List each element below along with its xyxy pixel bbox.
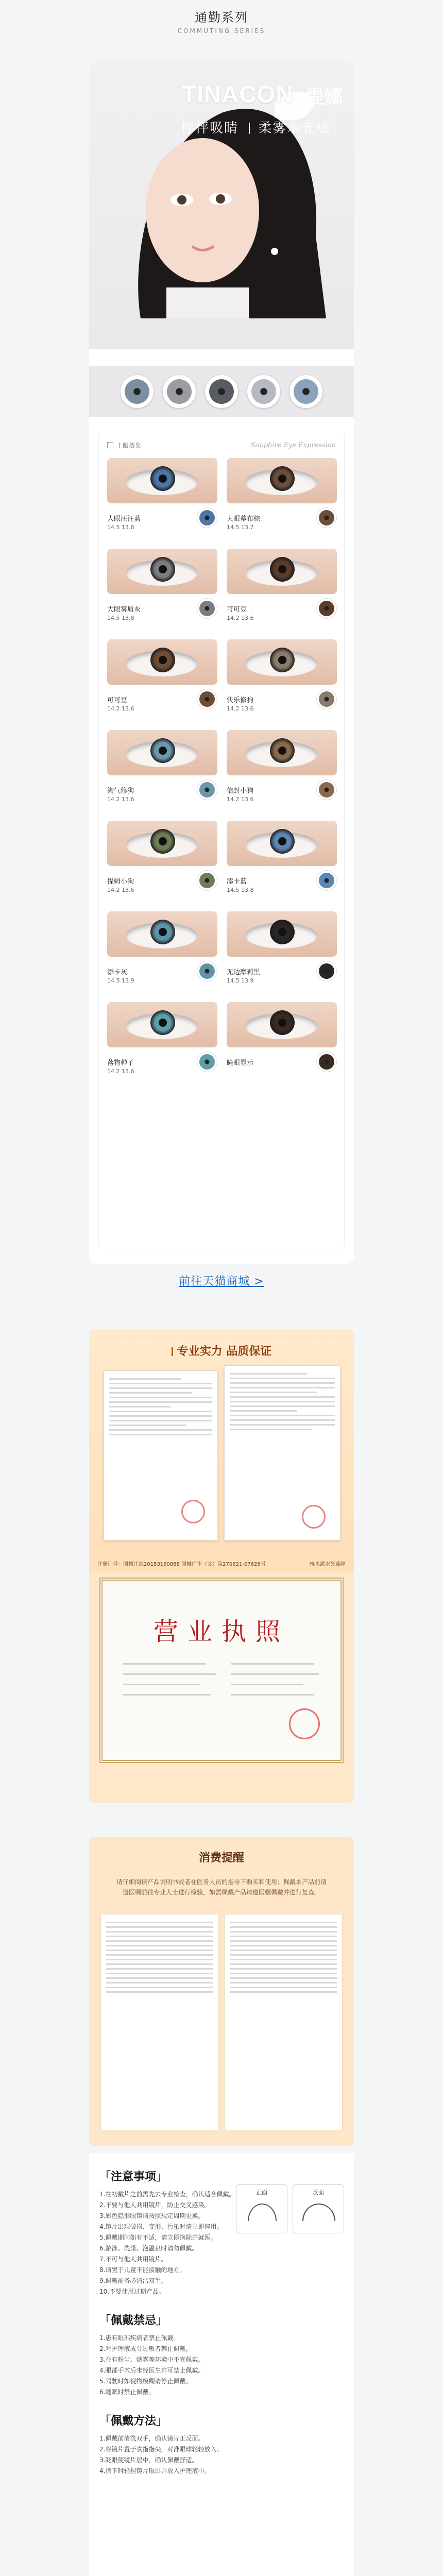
- note-line: 3.彩色隐形眼镜请按照规定周期更换。: [99, 2212, 205, 2219]
- lens-back-icon: [302, 2204, 335, 2221]
- certification-section: [89, 1329, 354, 1803]
- model-portrait: [120, 81, 326, 318]
- contraindications-list: [99, 2333, 344, 2398]
- cert-brand: 杭水派水光藤瞳: [310, 1562, 346, 1567]
- eye-photo: [227, 730, 337, 775]
- lens-spec: 14.2 13.6: [107, 1068, 134, 1075]
- license-title: 营业执照: [153, 1617, 289, 1646]
- lens-front-icon: [248, 2204, 277, 2221]
- lens-name: 大眼幕布棕: [227, 515, 261, 523]
- grid-header: [99, 432, 344, 458]
- note-line: 1.患有眼部疾病者禁止佩戴。: [99, 2334, 180, 2342]
- eye-effect-item: [107, 639, 217, 719]
- note-line: 8.请置于儿童不能接触的地方。: [99, 2266, 186, 2274]
- lens-swatch-icon: [316, 961, 337, 981]
- lens-spec: 14.2 13.6: [227, 705, 254, 712]
- eye-effect-item: [107, 911, 217, 991]
- cert-title: [89, 1343, 354, 1359]
- lens-swatch-icon: [167, 379, 192, 404]
- lens-swatch-icon: [197, 779, 217, 800]
- diagram-label-back: 反面: [313, 2189, 324, 2196]
- eye-photo: [227, 458, 337, 503]
- eye-effect-item: [227, 821, 337, 900]
- lens-swatch-icon: [316, 1052, 337, 1072]
- notes-heading-method: 「佩戴方法」: [99, 2415, 168, 2428]
- lens-front-diagram: [236, 2184, 287, 2233]
- red-seal-icon: [181, 1500, 205, 1523]
- hero-slogan: [181, 117, 331, 137]
- note-line: 3.眨眼使镜片居中，确认佩戴舒适。: [99, 2456, 198, 2464]
- lens-swatch-icon: [197, 1052, 217, 1072]
- lens-swatch: [289, 375, 322, 408]
- lens-spec: 14.5 13.9: [107, 977, 134, 984]
- product-card: [89, 61, 354, 1264]
- lens-swatch: [205, 375, 238, 408]
- eye-effect-item: [227, 911, 337, 991]
- note-line: 2.对护理液成分过敏者禁止佩戴。: [99, 2345, 192, 2352]
- grid-label-text: 上眼效果: [116, 442, 142, 449]
- lens-spec: 14.2 13.6: [227, 796, 254, 803]
- lens-name: 添卡灰: [107, 968, 128, 976]
- instruction-sheet-1: [100, 1914, 219, 2130]
- lens-spec: 14.5 13.9: [227, 977, 254, 984]
- note-line: 4.摘下时轻捏镜片取出并放入护理液中。: [99, 2467, 211, 2475]
- lens-name: 提姆小狗: [107, 877, 134, 886]
- eye-photo: [227, 911, 337, 957]
- eye-photo: [227, 1002, 337, 1047]
- lens-swatch-icon: [316, 598, 337, 619]
- lens-swatch-icon: [316, 689, 337, 709]
- eye-photo: [227, 821, 337, 866]
- business-license: [99, 1578, 344, 1763]
- cert-top: [89, 1329, 354, 1571]
- lens-spec: 14.5 13.8: [107, 524, 134, 531]
- lens-spec: 14.2 13.6: [107, 796, 134, 803]
- eye-effect-item: [227, 730, 337, 809]
- eye-effect-item: [227, 1002, 337, 1081]
- eye-photo: [107, 639, 217, 685]
- instruction-sheet-2: [224, 1914, 343, 2130]
- lens-swatch-icon: [251, 379, 276, 404]
- notes-heading-contraindications: 「佩戴禁忌」: [99, 2314, 168, 2327]
- note-line: 2.将镜片置于食指指尖，对准眼球轻轻放入。: [99, 2446, 223, 2453]
- red-seal-icon: [302, 1505, 326, 1529]
- eye-effect-item: [107, 821, 217, 900]
- lens-name: 可可豆: [227, 605, 247, 614]
- title-bar-icon: [172, 1347, 173, 1356]
- note-line: 9.佩戴前务必清洁双手。: [99, 2277, 167, 2284]
- eye-photo: [107, 549, 217, 594]
- consumer-warning: [89, 1837, 354, 2146]
- grid-label: [107, 441, 141, 450]
- lens-orientation-diagram: [236, 2184, 344, 2233]
- lens-name: 大眼汪汪蓝: [107, 515, 141, 523]
- cert-title-text: 专业实力 品质保证: [177, 1345, 272, 1358]
- eye-photo: [227, 549, 337, 594]
- lens-swatch-icon: [197, 961, 217, 981]
- registration-number: 注册证号：国械注准20153160888 国械广审（文）第270621-07628号: [97, 1562, 266, 1567]
- lens-swatch-icon: [294, 379, 318, 404]
- lens-name: 无边摩莉黑: [227, 968, 261, 976]
- lens-spec: 14.5 13.8: [107, 615, 134, 621]
- certificate-doc-right: [224, 1365, 340, 1540]
- slogan-part-2: 柔雾水光感: [258, 121, 331, 136]
- lens-swatch-icon: [316, 507, 337, 528]
- eye-photo: [107, 1002, 217, 1047]
- lens-swatch-icon: [197, 507, 217, 528]
- lens-swatch-icon: [316, 870, 337, 891]
- brand-chinese: 缇娜: [305, 87, 343, 108]
- note-line: 3.在有粉尘、烟雾等环境中不宜佩戴。: [99, 2356, 205, 2363]
- license-seal-icon: [289, 1708, 320, 1739]
- eye-effect-item: [107, 730, 217, 809]
- slogan-divider: [249, 123, 250, 134]
- eye-effect-item: [107, 1002, 217, 1081]
- eye-effect-item: [227, 549, 337, 628]
- eye-effect-item: [107, 549, 217, 628]
- certificate-doc-left: [104, 1370, 218, 1540]
- lens-spec: 14.5 13.8: [227, 887, 254, 893]
- eye-effect-item: [227, 639, 337, 719]
- lens-swatch-icon: [209, 379, 234, 404]
- note-line: 6.睡眠时禁止佩戴。: [99, 2388, 155, 2396]
- instruction-sheets: [100, 1914, 343, 2130]
- lens-back-diagram: [293, 2184, 344, 2233]
- notes-heading-precautions: 「注意事项」: [99, 2171, 168, 2183]
- tmall-store-link[interactable]: 前往天猫商城 >: [179, 1275, 264, 1288]
- lens-name: 落物种子: [107, 1059, 134, 1067]
- diagram-label-front: 正面: [256, 2189, 267, 2196]
- eye-photo: [227, 639, 337, 685]
- lens-name: 添卡蓝: [227, 877, 247, 886]
- note-line: 4.眼部手术后未经医生许可禁止佩戴。: [99, 2367, 205, 2374]
- lens-name: 淘气修狗: [107, 787, 134, 795]
- cert-footer: [97, 1560, 346, 1567]
- lens-swatch-icon: [197, 689, 217, 709]
- eye-photo: [107, 730, 217, 775]
- note-line: 6.游泳、洗澡、泡温泉时请勿佩戴。: [99, 2245, 198, 2252]
- brand-logo: TINACON: [182, 81, 294, 108]
- lens-swatch-row: [89, 366, 354, 417]
- eye-effect-item: [227, 458, 337, 537]
- eye-photo: [107, 821, 217, 866]
- note-line: 5.驾驶时如视物模糊请停止佩戴。: [99, 2378, 192, 2385]
- note-line: 2.不要与他人共用镜片，防止交叉感染。: [99, 2201, 211, 2209]
- note-line: 1.佩戴前清洗双手，确认镜片正反面。: [99, 2435, 205, 2442]
- eye-effect-item: [107, 458, 217, 537]
- square-icon: [107, 442, 113, 448]
- eye-photo: [107, 911, 217, 957]
- lens-spec: 14.2 13.6: [107, 705, 134, 712]
- eye-grid-list: [107, 458, 337, 1081]
- note-line: 1.在初戴片之前需先去专业检查，确认适合佩戴。: [99, 2191, 235, 2198]
- grid-script-title: Sapphire Eye Expression: [250, 441, 336, 449]
- warning-title: 消费提醒: [198, 1852, 244, 1865]
- lens-name: 信封小狗: [227, 787, 254, 795]
- hero-banner: [89, 61, 354, 349]
- lens-swatch-icon: [125, 379, 149, 404]
- slogan-part-1: 怦怦吸睛: [181, 121, 239, 136]
- lens-swatch: [247, 375, 280, 408]
- note-line: 7.不可与他人共用镜片。: [99, 2256, 167, 2263]
- warning-text: 请仔细阅读产品说明书或者在医务人员的指导下购买和使用；佩戴本产品前请遵医嘱前往专业人士进行检验，如需佩戴产品请遵医嘱佩戴并进行复查。: [116, 1878, 327, 1896]
- lens-name: 瞳眼显示: [227, 1059, 254, 1067]
- lens-swatch-icon: [197, 870, 217, 891]
- notes-section: [89, 2154, 354, 2576]
- lens-swatch: [121, 375, 154, 408]
- note-line: 10.不要使用过期产品。: [99, 2288, 165, 2295]
- lens-swatch: [163, 375, 196, 408]
- note-line: 5.佩戴期间如有不适，请立即摘除并就医。: [99, 2234, 217, 2241]
- lens-spec: 14.2 13.6: [227, 615, 254, 621]
- series-header: [0, 0, 443, 41]
- lens-spec: 14.5 13.7: [227, 524, 254, 531]
- note-line: 4.镜片出现破损、变形、污染时请立即停用。: [99, 2223, 223, 2230]
- method-list: [99, 2433, 344, 2477]
- lens-name: 大眼雾质灰: [107, 605, 141, 614]
- lens-swatch-icon: [316, 779, 337, 800]
- lens-spec: 14.2 13.6: [107, 887, 134, 893]
- effect-grid: [98, 432, 345, 1248]
- series-subtitle: COMMUTING SERIES: [177, 27, 266, 35]
- lens-name: 快乐修狗: [227, 696, 254, 704]
- lens-swatch-icon: [197, 598, 217, 619]
- lens-name: 可可豆: [107, 696, 128, 704]
- eye-photo: [107, 458, 217, 503]
- series-title: 通勤系列: [195, 10, 248, 25]
